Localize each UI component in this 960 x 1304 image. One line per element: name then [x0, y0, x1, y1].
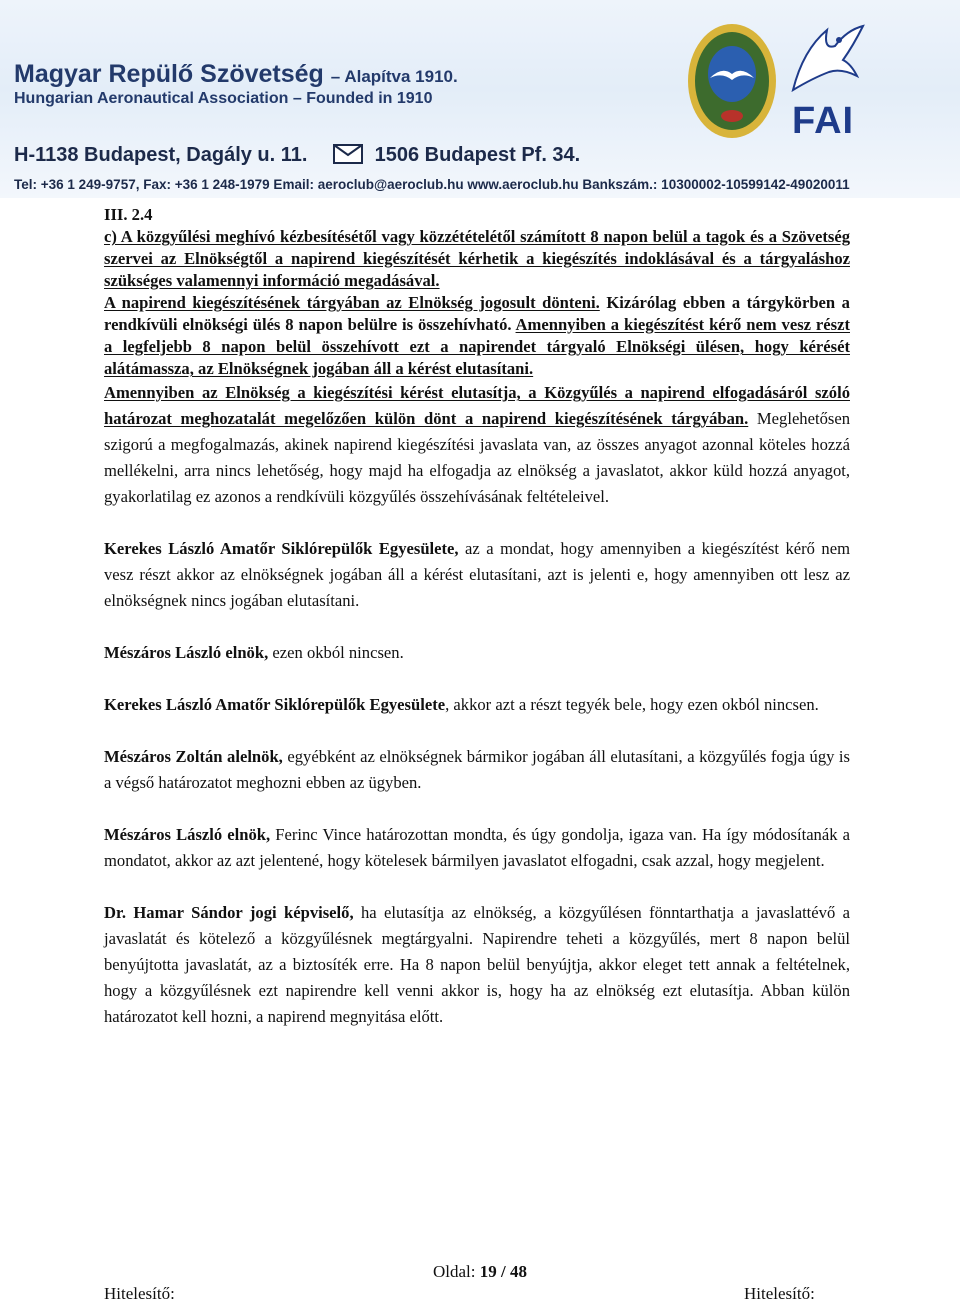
speaker-text: , akkor azt a részt tegyék bele, hogy ezen okból nincsen. [445, 695, 819, 714]
fai-logo [783, 20, 867, 105]
speaker-text: egyébként az elnökségnek bármikor jogában áll elutasítani, a közgyűlés fogja úgy is a végső határozatot meghozni ebben az ügyben. [104, 747, 851, 792]
speaker-paragraph [104, 744, 850, 796]
bylaw-paragraph-c [104, 226, 850, 292]
speaker-name: Mészáros László elnök, [104, 825, 271, 844]
speaker-name: Dr. Hamar Sándor jogi képviselő, [104, 903, 354, 922]
envelope-icon [333, 144, 363, 170]
speaker-paragraph [104, 536, 850, 614]
commentary-text: Meglehetősen szigorú a megfogalmazás, akinek napirend kiegészítési javaslata van, az összes anyagot azonnal köteles hozzá mellékelni, arra nincs lehetőség, hogy majd ha elfogadja az elnökség a javaslatot, akkor küld hozzá anyagot, gyakorlatilag ez azonos a rendkívüli közgyűlés összehívásának feltételeivel. [104, 409, 850, 506]
fai-label: FAI [792, 100, 855, 142]
speaker-name: Kerekes László Amatőr Siklórepülők Egyesülete [104, 695, 446, 714]
org-name-text: Magyar Repülő Szövetség [14, 60, 324, 88]
section-number: III. 2.4 [104, 205, 153, 224]
bylaw-decision-text: A napirend kiegészítésének tárgyában az Elnökség jogosult dönteni. [104, 293, 600, 312]
bylaw-rejection-text: Amennyiben a kiegészítést kérő nem vesz részt a legfeljebb 8 napon belül összehívott ezt a napirendet tárgyaló Elnökségi ülésen, hogy kérését alátámassza, az Elnökségnek jogában áll a kérést elutasítani. [104, 315, 850, 378]
speaker-text: ezen okból nincsen. [268, 643, 404, 662]
founded-en-text: – Founded in 1910 [292, 90, 433, 107]
speaker-name: Mészáros László elnök, [104, 643, 269, 662]
authenticator-left: Hitelesítő: [104, 1284, 175, 1303]
speaker-text: ha elutasítja az elnökség, a közgyűlésen fönntarthatja a javaslattévő a javaslatát és kötelező a közgyűlésnek megtárgyalni. Napirendre teheti a közgyűlés, mert 8 napon belül benyújtotta javaslatát, az a biztosíték erre. Ha 8 napon belül benyújtja, akkor eleget tett annak a feltételnek, hogy a közgyűlésnek ezt napirendre kell venni akkor is, hogy ha az elnökség ezt elutasítja. Abban külön határozatot kell hozni, a napirend megnyitása előtt. [104, 903, 850, 1026]
speaker-text: az a mondat, hogy amennyiben a kiegészítést kérő nem vesz részt akkor az elnökségnek jogában áll a kérést elutasítani, azt is jelenti e, hogy amennyiben ott lesz az elnökségnek nincs jogában elutasítani. [104, 539, 850, 610]
speaker-name: Kerekes László Amatőr Siklórepülők Egyesülete, [104, 539, 459, 558]
speaker-paragraph [104, 822, 850, 874]
address-text: H-1138 Budapest, Dagály u. 11. [14, 144, 308, 166]
bylaw-assembly-text: Amennyiben az Elnökség a kiegészítési kérést elutasítja, a Közgyűlés a napirend elfogadásáról szóló határozat meghozatalát megelőzően külön dönt a napirend kiegészítésének tárgyában. [104, 383, 850, 428]
speaker-paragraph [104, 692, 850, 718]
page-number: 19 / 48 [479, 1262, 527, 1281]
contact-line: Tel: +36 1 249-9757, Fax: +36 1 248-1979 Email: aeroclub@aeroclub.hu www.aeroclub.hu Bankszám.: 10300002-10599142-49020011 [14, 177, 850, 192]
speaker-name: Mészáros Zoltán alelnök, [104, 747, 283, 766]
authenticator-right: Hitelesítő: [744, 1284, 815, 1303]
bylaw-paragraph-general-assembly [104, 380, 850, 510]
bylaw-paragraph-decision [104, 292, 850, 380]
org-name-en-text: Hungarian Aeronautical Association [14, 90, 289, 107]
org-name-en [14, 90, 432, 108]
founded-text: – Alapítva 1910. [330, 67, 458, 86]
page-indicator [0, 1262, 960, 1282]
document-body [104, 204, 850, 1030]
org-name [14, 60, 458, 89]
bylaw-text-c: c) A közgyűlési meghívó kézbesítésétől vagy közzétételétől számított 8 napon belül a tagok és a Szövetség szervei az Elnökségtől a napirend kiegészítését kérhetik a kiegészítés indoklásával és a tárgyaláshoz szükséges valamennyi információ megadásával. [104, 227, 850, 290]
letterhead [0, 0, 960, 198]
address-row [14, 144, 580, 170]
speaker-text: Ferinc Vince határozottan mondta, és úgy gondolja, igaza van. Ha így módosítanák a mondatot, akkor az azt jelentené, hogy kötelesek bármilyen javaslatot elfogadni, csak azzal, hogy megjelent. [104, 825, 850, 870]
speaker-paragraph [104, 900, 850, 1030]
association-emblem-logo [686, 22, 778, 145]
po-box-text: 1506 Budapest Pf. 34. [374, 144, 581, 166]
bylaw-extraordinary-text: Kizárólag ebben a tárgykörben a rendkívüli elnökségi ülés 8 napon belülre is összehívható. [104, 293, 850, 334]
speaker-paragraph [104, 640, 850, 666]
page-label: Oldal: [433, 1262, 480, 1281]
